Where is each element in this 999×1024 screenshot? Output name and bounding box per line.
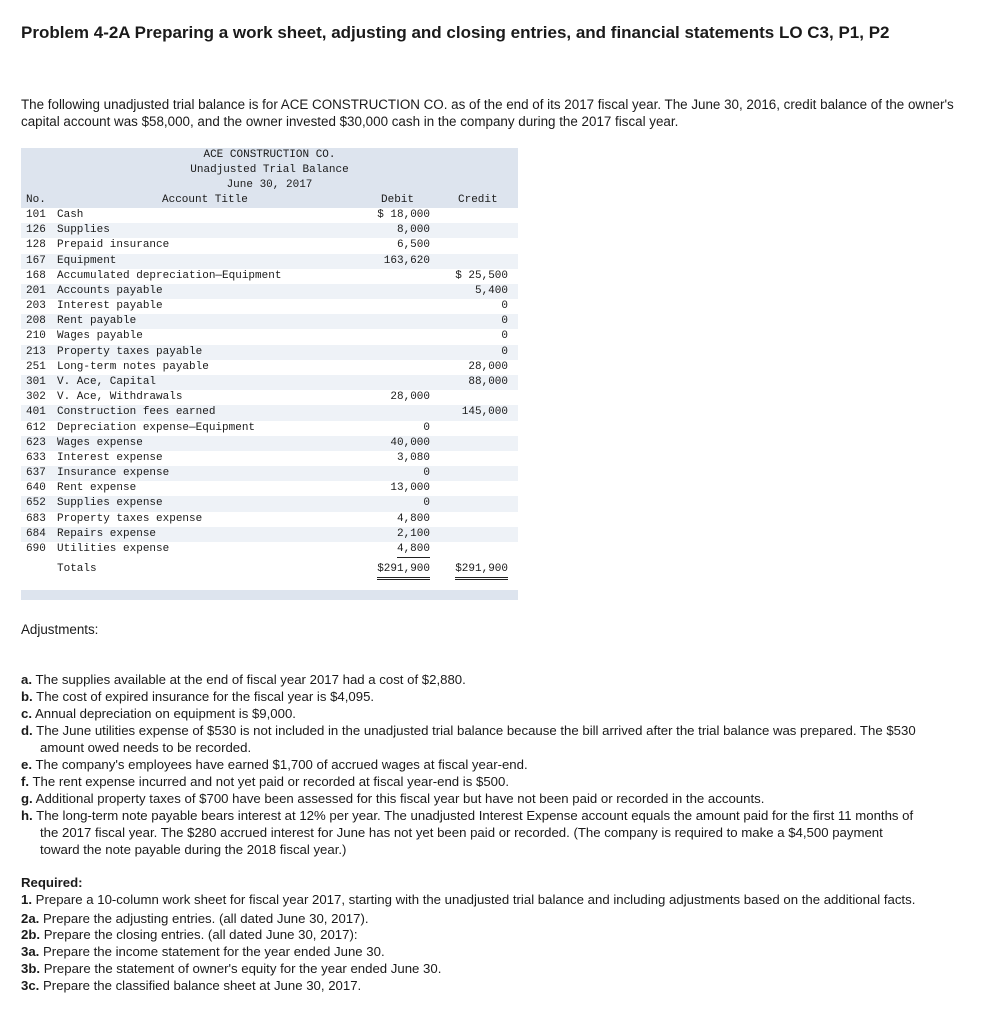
table-row [21,421,518,436]
account-number: 684 [26,527,46,540]
adjustment-letter: c. [21,706,32,721]
adjustment-item [21,790,921,807]
totals-row [21,562,518,578]
account-title: Wages expense [57,436,143,449]
debit-amount: 4,800 [396,512,430,525]
adjustment-item [21,688,921,705]
table-row [21,360,518,375]
debit-amount: 0 [423,421,430,434]
account-title: Utilities expense [57,542,170,555]
debit-amount: 13,000 [390,482,430,495]
trial-balance-footer [21,590,518,600]
account-number: 128 [26,239,46,252]
account-number: 210 [26,330,46,343]
required-label: Required: [21,875,83,890]
account-number: 633 [26,451,46,464]
table-row [21,542,518,557]
adjustment-item [21,773,921,790]
debit-amount: 40,000 [390,436,430,449]
statement-subtitle: Unadjusted Trial Balance [190,164,349,176]
account-title: Construction fees earned [57,406,216,419]
account-number: 168 [26,269,46,282]
col-debit-header: Debit [381,194,415,206]
credit-amount: 88,000 [468,375,508,388]
adjustment-item [21,671,921,688]
table-row [21,436,518,451]
account-number: 201 [26,284,46,297]
adjustment-text: The company's employees have earned $1,700 of accrued wages at fiscal year-end. [35,757,528,772]
adjustment-text: The long-term note payable bears interest at 12% per year. The unadjusted Interest Expense account equals the amount paid for the first 11 months of the 2017 fiscal year. The $280 accrued interest for June has not yet been paid or recorded. (The company is required to make a $4,500 payment toward the note payable during the 2018 fiscal year.) [36,808,914,857]
required-number: 2b. [21,927,41,943]
required-item [21,944,921,961]
table-row [21,527,518,542]
debit-amount: $ 18,000 [377,209,430,221]
table-row [21,390,518,405]
required-text: Prepare the closing entries. (all dated June 30, 2017): [43,927,358,943]
account-title: Depreciation expense—Equipment [57,421,256,434]
table-row [21,329,518,344]
col-no-header: No. [26,194,46,206]
adjustment-text: The supplies available at the end of fiscal year 2017 had a cost of $2,880. [35,672,466,687]
credit-amount: $ 25,500 [455,269,508,282]
credit-amount: 28,000 [468,360,508,373]
adjustment-letter: h. [21,808,33,823]
adjustment-item [21,756,921,773]
adjustment-item [21,705,921,722]
adjustment-letter: e. [21,757,32,772]
required-item [21,927,921,944]
trial-balance-table [21,148,518,600]
required-text: Prepare the income statement for the year ended June 30. [43,944,385,960]
debit-amount: 28,000 [390,391,430,404]
account-number: 167 [26,254,46,267]
table-row [21,375,518,390]
table-row [21,466,518,481]
account-title: Insurance expense [57,467,170,480]
adjustment-text: The June utilities expense of $530 is not included in the unadjusted trial balance because the bill arrived after the trial balance was prepared. The $530 amount owed needs to be recorded. [36,723,916,755]
table-row [21,481,518,496]
account-number: 203 [26,300,46,313]
account-title: Accounts payable [57,284,163,297]
required-item [21,961,921,978]
adjustment-letter: b. [21,689,33,704]
required-text: Prepare a 10-column work sheet for fiscal year 2017, starting with the unadjusted trial balance and including adjustments based on the additional facts. [35,891,916,907]
credit-amount: 145,000 [461,406,508,419]
required-list [21,892,921,995]
total-credit: $291,900 [455,562,508,580]
account-title: Property taxes expense [57,512,203,525]
adjustment-text: The cost of expired insurance for the fiscal year is $4,095. [36,689,375,704]
required-section [21,875,921,995]
adjustments-list [21,671,921,858]
table-row [21,512,518,527]
col-title-header: Account Title [162,194,248,206]
required-item [21,892,921,909]
statement-date: June 30, 2017 [226,179,313,191]
account-title: Rent expense [57,482,137,495]
required-text: Prepare the adjusting entries. (all dated June 30, 2017). [43,910,369,926]
account-number: 401 [26,406,46,419]
debit-amount: 163,620 [383,254,430,267]
trial-balance-header [21,148,518,193]
account-number: 302 [26,391,46,404]
table-row [21,451,518,466]
account-number: 213 [26,345,46,358]
account-title: V. Ace, Withdrawals [57,391,183,404]
col-credit-header: Credit [458,194,498,206]
adjustment-item [21,722,921,756]
credit-amount: 0 [501,330,508,343]
table-row [21,496,518,511]
account-title: Long-term notes payable [57,360,209,373]
total-debit: $291,900 [377,562,430,580]
account-number: 126 [26,224,46,237]
debit-amount: 0 [423,467,430,480]
account-title: Prepaid insurance [57,239,170,252]
required-text: Prepare the statement of owner's equity for the year ended June 30. [43,960,442,976]
required-item [21,978,921,995]
debit-amount: 0 [423,497,430,510]
account-number: 637 [26,467,46,480]
table-row [21,299,518,314]
adjustment-letter: a. [21,672,32,687]
credit-amount: 5,400 [474,284,508,297]
required-number: 3b. [21,960,41,976]
account-title: Repairs expense [57,527,157,540]
required-number: 3c. [21,977,40,993]
required-number: 2a. [21,910,40,926]
table-row [21,345,518,360]
debit-amount: 2,100 [396,527,430,540]
debit-amount: 4,800 [397,542,430,558]
debit-amount: 8,000 [396,224,430,237]
adjustment-text: Annual depreciation on equipment is $9,000. [34,706,296,721]
account-title: Accumulated depreciation—Equipment [57,269,282,282]
account-title: Cash [57,209,84,221]
account-title: Interest payable [57,300,163,313]
column-headers [21,193,518,208]
required-item [21,911,921,928]
required-number: 3a. [21,944,40,960]
adjustment-text: The rent expense incurred and not yet paid or recorded at fiscal year-end is $500. [32,774,509,789]
account-title: Supplies expense [57,497,163,510]
account-title: Rent payable [57,315,137,328]
required-number: 1. [21,891,32,907]
adjustments-label: Adjustments: [21,622,99,637]
account-title: Interest expense [57,451,163,464]
debit-amount: 3,080 [396,451,430,464]
debit-amount: 6,500 [396,239,430,252]
account-number: 652 [26,497,46,510]
account-number: 640 [26,482,46,495]
credit-amount: 0 [501,300,508,313]
table-row [21,284,518,299]
totals-label: Totals [57,563,97,576]
adjustment-item [21,807,921,858]
table-row [21,208,518,223]
table-row [21,238,518,253]
account-number: 101 [26,209,46,221]
table-row [21,254,518,269]
account-title: Equipment [57,254,117,267]
account-number: 612 [26,421,46,434]
table-row [21,269,518,284]
credit-amount: 0 [501,345,508,358]
table-row [21,405,518,420]
account-number: 690 [26,542,46,555]
company-name: ACE CONSTRUCTION CO. [203,149,336,161]
account-title: V. Ace, Capital [57,375,157,388]
table-row [21,314,518,329]
required-text: Prepare the classified balance sheet at June 30, 2017. [43,977,362,993]
account-number: 301 [26,375,46,388]
credit-amount: 0 [501,315,508,328]
account-title: Wages payable [57,330,143,343]
problem-intro: The following unadjusted trial balance is for ACE CONSTRUCTION CO. as of the end of its 2017 fiscal year. The June 30, 2016, credit balance of the owner's capital account was $58,000, and the owner invested $30,000 cash in the company during the 2017 fiscal year. [21,97,954,129]
account-number: 623 [26,436,46,449]
adjustment-letter: d. [21,723,33,738]
adjustment-letter: f. [21,774,30,789]
account-number: 208 [26,315,46,328]
account-title: Supplies [57,224,110,237]
account-title: Property taxes payable [57,345,203,358]
adjustment-text: Additional property taxes of $700 have been assessed for this fiscal year but have not been paid or recorded in the accounts. [35,791,765,806]
account-number: 251 [26,360,46,373]
table-row [21,223,518,238]
problem-title: Problem 4-2A Preparing a work sheet, adjusting and closing entries, and financial statements LO C3, P1, P2 [21,23,890,42]
adjustment-letter: g. [21,791,33,806]
account-number: 683 [26,512,46,525]
